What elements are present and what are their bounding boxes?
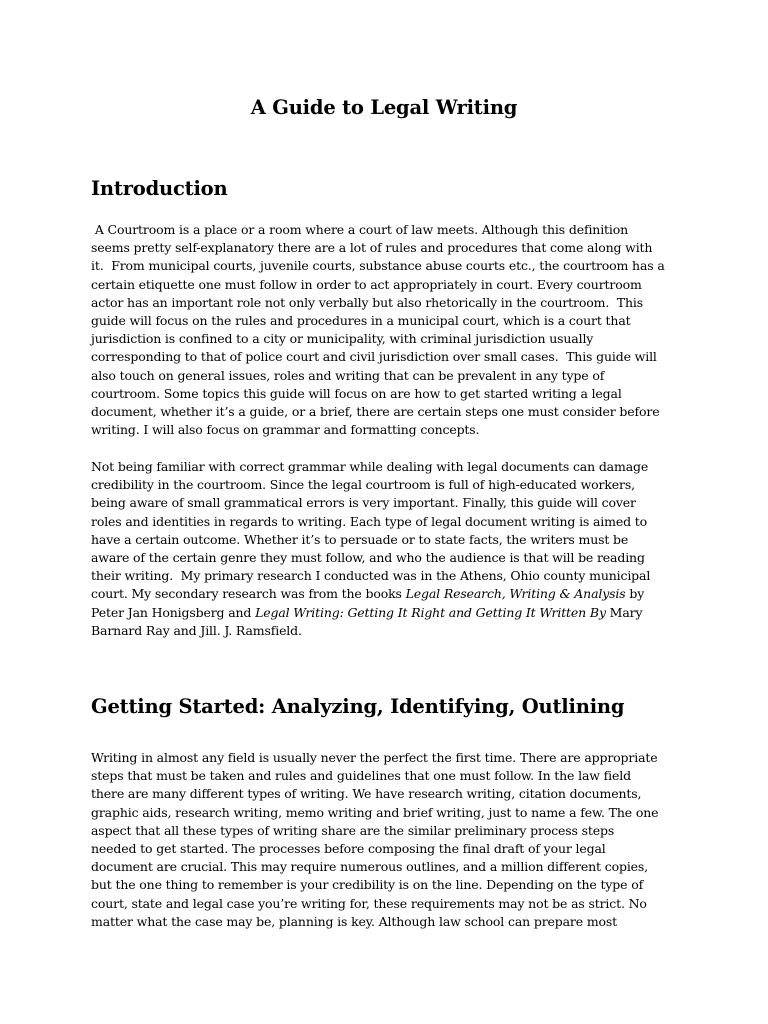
text-line: writing. I will also focus on grammar and formatting concepts. <box>91 422 480 438</box>
section-heading-introduction: Introduction <box>91 177 228 200</box>
text-run: court. My secondary research was from the books <box>91 586 406 602</box>
text-line: aware of the certain genre they must follow, and who the audience is that will be reading <box>91 550 645 566</box>
text-line: A Courtroom is a place or a room where a court of law meets. Although this definition <box>91 222 629 237</box>
text-line: Writing in almost any field is usually never the perfect the first time. There are appropriate <box>91 750 658 765</box>
text-line: roles and identities in regards to writing. Each type of legal document writing is aimed to <box>91 513 648 529</box>
text-line: have a certain outcome. Whether it’s to persuade or to state facts, the writers must be <box>91 531 629 547</box>
section-heading-getting-started: Getting Started: Analyzing, Identifying, Outlining <box>91 695 625 718</box>
document-title: A Guide to Legal Writing <box>250 96 518 119</box>
text-line: guide will focus on the rules and procedures in a municipal court, which is a court that <box>91 313 631 329</box>
paragraph-intro-2 <box>91 458 691 640</box>
text-line: document are crucial. This may require numerous outlines, and a million different copies, <box>91 859 649 875</box>
text-line: actor has an important role not only verbally but also rhetorically in the courtroom. This <box>91 294 643 310</box>
text-line: aspect that all these types of writing share are the similar preliminary process steps <box>91 822 615 838</box>
text-line: courtroom. Some topics this guide will focus on are how to get started writing a legal <box>91 385 622 401</box>
text-line: it. From municipal courts, juvenile courts, substance abuse courts etc., the courtroom has a <box>91 258 665 274</box>
text-line: their writing. My primary research I conducted was in the Athens, Ohio county municipal <box>91 568 651 584</box>
book-title-legal-writing: Legal Writing: Getting It Right and Getting It Written By <box>255 604 606 620</box>
text-line: credibility in the courtroom. Since the legal courtroom is full of high-educated workers, <box>91 477 635 493</box>
text-line: certain etiquette one must follow in order to act appropriately in court. Every courtroom <box>91 276 642 292</box>
text-line: there are many different types of writing. We have research writing, citation documents, <box>91 786 642 802</box>
text-line <box>91 604 691 622</box>
text-line: needed to get started. The processes before composing the final draft of your legal <box>91 841 606 857</box>
book-title-legal-research: Legal Research, Writing & Analysis <box>405 586 626 602</box>
text-line: matter what the case may be, planning is key. Although law school can prepare most <box>91 913 618 929</box>
text-line: being aware of small grammatical errors is very important. Finally, this guide will cover <box>91 495 636 511</box>
text-line: graphic aids, research writing, memo writing and brief writing, just to name a few. The one <box>91 804 659 820</box>
text-line: but the one thing to remember is your credibility is on the line. Depending on the type of <box>91 877 644 893</box>
text-line: Not being familiar with correct grammar while dealing with legal documents can damage <box>91 459 649 474</box>
text-line: steps that must be taken and rules and guidelines that one must follow. In the law field <box>91 768 631 784</box>
text-line <box>91 585 691 603</box>
text-line: also touch on general issues, roles and writing that can be prevalent in any type of <box>91 367 605 383</box>
text-line: seems pretty self-explanatory there are a lot of rules and procedures that come along with <box>91 240 653 256</box>
text-run: by <box>625 586 645 602</box>
text-line: court, state and legal case you’re writing for, these requirements may not be as strict. No <box>91 895 647 911</box>
text-line: document, whether it’s a guide, or a brief, there are certain steps one must consider before <box>91 404 660 420</box>
text-line: Barnard Ray and Jill. J. Ramsfield. <box>91 622 302 638</box>
paragraph-intro-1 <box>91 221 691 439</box>
text-run: Peter Jan Honigsberg and <box>91 604 256 620</box>
paragraph-getting-started-1 <box>91 749 691 931</box>
text-line: corresponding to that of police court and civil jurisdiction over small cases. This guide will <box>91 349 657 365</box>
text-run: Mary <box>605 604 643 620</box>
text-line: jurisdiction is confined to a city or municipality, with criminal jurisdiction usually <box>91 331 594 347</box>
